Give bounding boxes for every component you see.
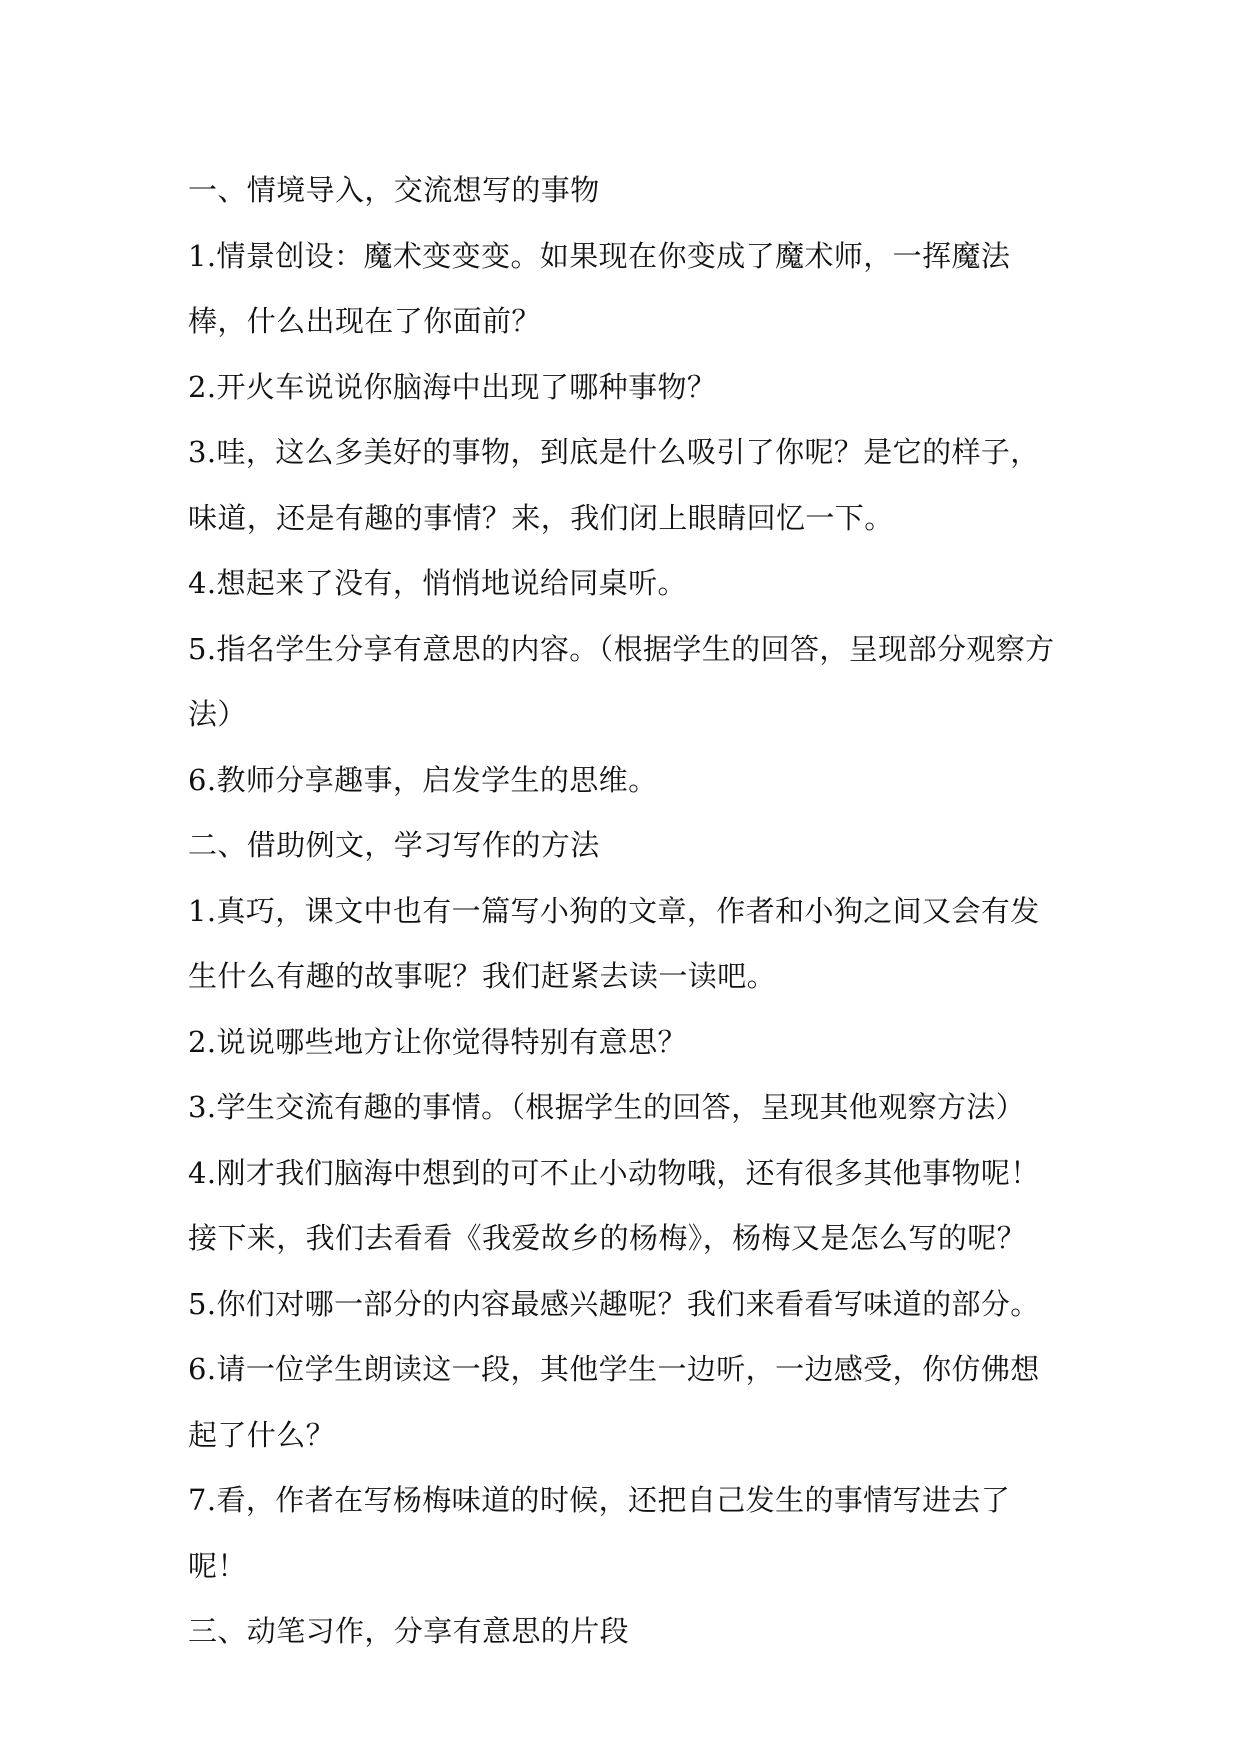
paragraph-2-6: 6.请一位学生朗读这一段，其他学生一边听，一边感受，你仿佛想起了什么？	[188, 1352, 1040, 1452]
paragraph-2-3: 3.学生交流有趣的事情。（根据学生的回答，呈现其他观察方法）	[188, 1090, 1026, 1124]
paragraph-1-4: 4.想起来了没有，悄悄地说给同桌听。	[188, 566, 687, 600]
section-heading-3: 三、动笔习作，分享有意思的片段	[188, 1614, 630, 1648]
section-heading-2: 二、借助例文，学习写作的方法	[188, 828, 600, 862]
paragraph-2-5: 5.你们对哪一部分的内容最感兴趣呢？我们来看看写味道的部分。	[188, 1286, 1040, 1321]
section-heading-1: 一、情境导入，交流想写的事物	[188, 173, 600, 207]
paragraph-2-2: 2.说说哪些地方让你觉得特别有意思？	[188, 1024, 687, 1059]
document-body	[188, 158, 1060, 1665]
paragraph-1-5: 5.指名学生分享有意思的内容。（根据学生的回答，呈现部分观察方法）	[188, 631, 1055, 731]
paragraph-2-1: 1.真巧，课文中也有一篇写小狗的文章，作者和小狗之间又会有发生什么有趣的故事呢？我们赶紧去读一读吧。	[188, 893, 1040, 993]
paragraph-1-1: 1.情景创设：魔术变变变。如果现在你变成了魔术师，一挥魔法棒，什么出现在了你面前？	[188, 238, 1011, 338]
paragraph-1-6: 6.教师分享趣事，启发学生的思维。	[188, 762, 658, 797]
paragraph-2-4: 4.刚才我们脑海中想到的可不止小动物哦，还有很多其他事物呢！接下来，我们去看看《我爱故乡的杨梅》，杨梅又是怎么写的呢？	[188, 1155, 1040, 1255]
paragraph-2-7: 7.看，作者在写杨梅味道的时候，还把自己发生的事情写进去了呢！	[188, 1483, 1011, 1583]
paragraph-1-3: 3.哇，这么多美好的事物，到底是什么吸引了你呢？是它的样子，味道，还是有趣的事情？来，我们闭上眼睛回忆一下。	[188, 435, 1040, 535]
paragraph-1-2: 2.开火车说说你脑海中出现了哪种事物？	[188, 369, 717, 404]
